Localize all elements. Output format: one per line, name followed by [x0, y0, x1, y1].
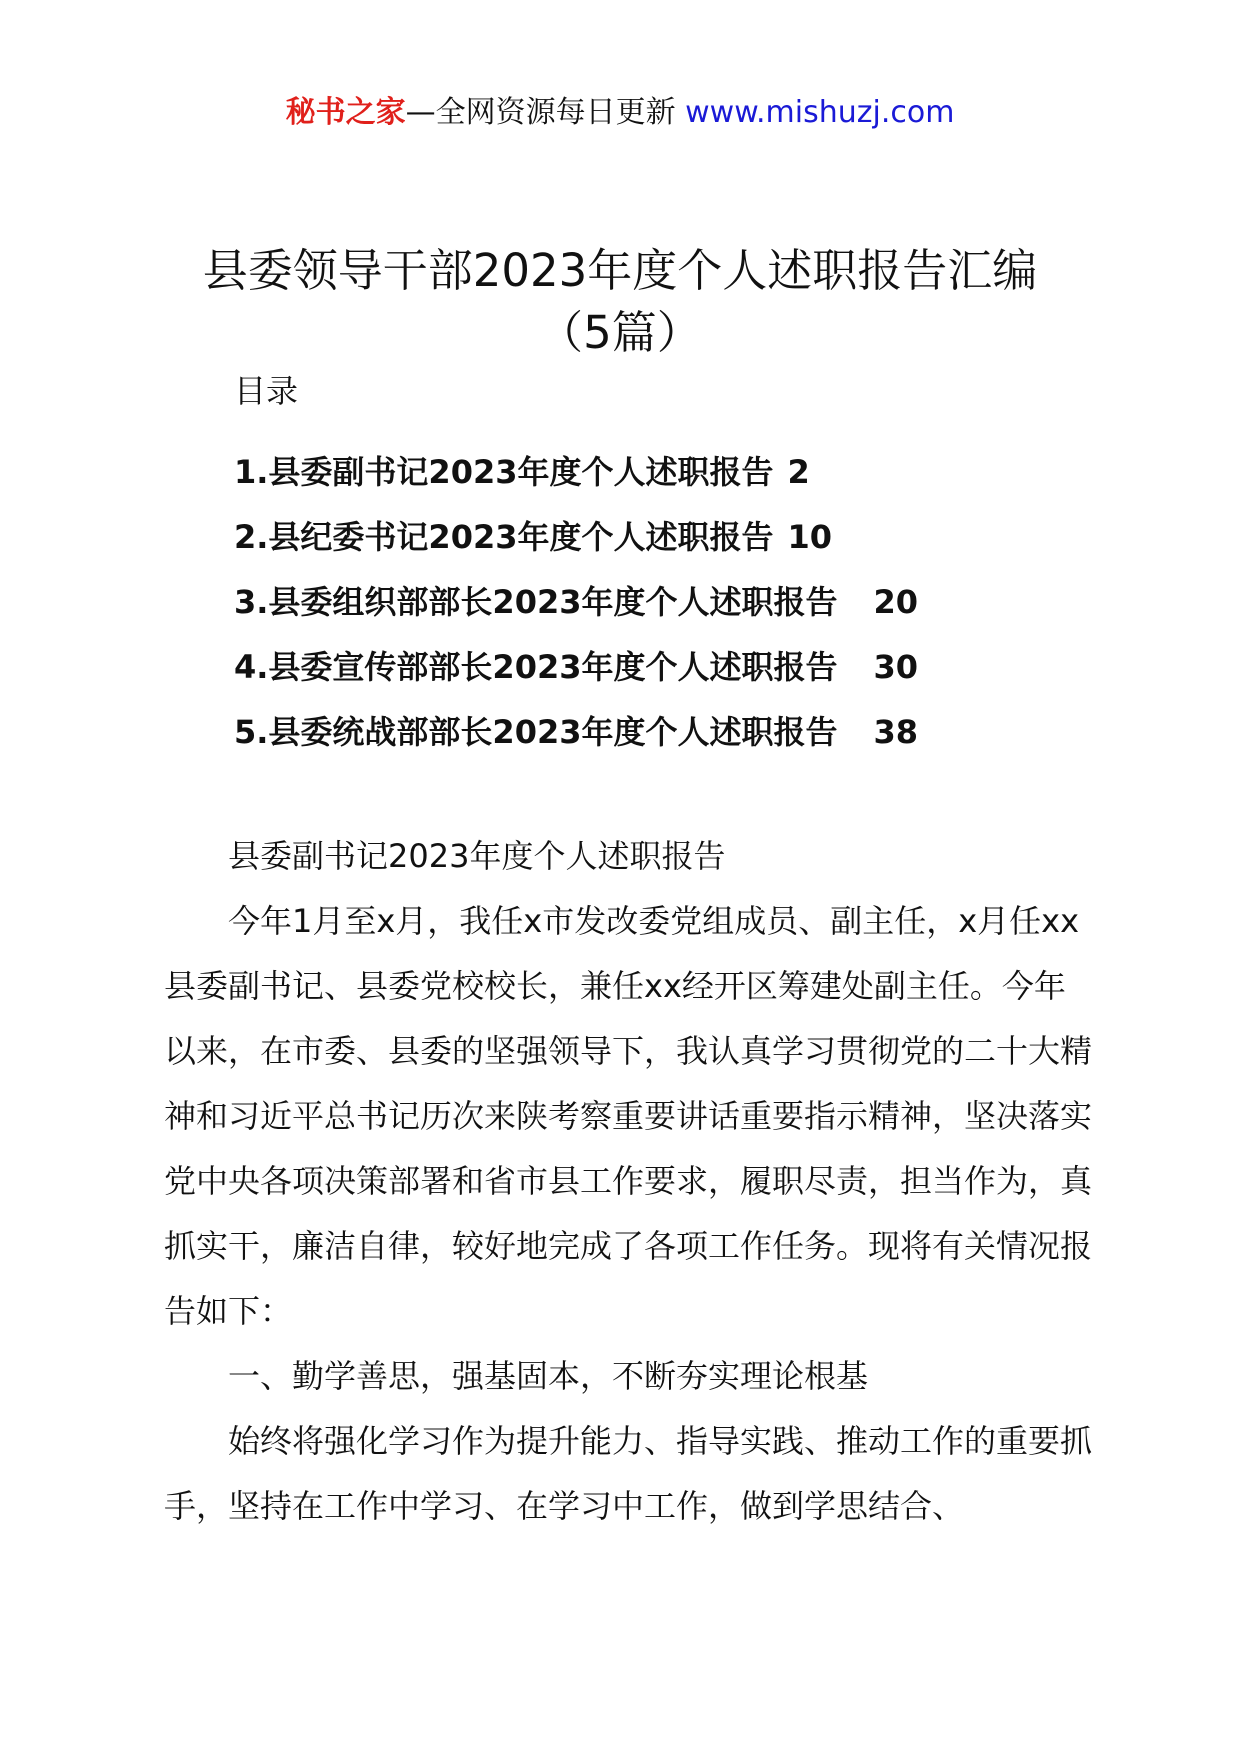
toc-item-label: 5.县委统战部部长2023年度个人述职报告 — [234, 713, 838, 751]
title-line-2: （5篇） — [538, 306, 702, 359]
toc-item-label: 3.县委组织部部长2023年度个人述职报告 — [234, 583, 838, 621]
site-url-link[interactable]: www.mishuzj.com — [685, 95, 955, 130]
toc-item-label: 4.县委宣传部部长2023年度个人述职报告 — [234, 648, 838, 686]
brand-name: 秘书之家 — [285, 95, 406, 130]
toc-item[interactable] — [234, 570, 918, 635]
body-paragraph: 始终将强化学习作为提升能力、指导实践、推动工作的重要抓手，坚持在工作中学习、在学习中工作，做到学思结合、 — [164, 1422, 1093, 1525]
header-slogan: —全网资源每日更新 — [405, 95, 676, 130]
toc-item-label: 2.县纪委书记2023年度个人述职报告 — [234, 518, 774, 556]
toc-item[interactable] — [234, 700, 918, 765]
body-paragraph: 今年1月至x月，我任x市发改委党组成员、副主任，x月任xx县委副书记、县委党校校长，兼任xx经开区筹建处副主任。今年以来，在市委、县委的坚强领导下，我认真学习贯彻党的二十大精神和习近平总书记历次来陕考察重要讲话重要指示精神，坚决落实党中央各项决策部署和省市县工作要求，履职尽责，担当作为，真抓实干，廉洁自律，较好地完成了各项工作任务。现将有关情况报告如下： — [164, 902, 1093, 1330]
toc-item-page: 30 — [873, 648, 919, 686]
section-title: 县委副书记2023年度个人述职报告 — [228, 837, 726, 875]
toc-item[interactable] — [234, 505, 918, 570]
section-heading: 一、勤学善思，强基固本，不断夯实理论根基 — [228, 1357, 869, 1395]
table-of-contents — [234, 440, 918, 765]
document-title — [120, 240, 1120, 364]
document-body — [164, 824, 1092, 1539]
toc-item-page: 20 — [873, 583, 919, 621]
toc-item-page: 2 — [787, 453, 810, 491]
toc-item-label: 1.县委副书记2023年度个人述职报告 — [234, 453, 774, 491]
toc-item-page: 10 — [787, 518, 833, 556]
title-line-1: 县委领导干部2023年度个人述职报告汇编 — [202, 244, 1038, 297]
site-header — [0, 95, 1240, 130]
toc-item[interactable] — [234, 635, 918, 700]
toc-heading: 目录 — [234, 372, 299, 410]
toc-item-page: 38 — [873, 713, 919, 751]
toc-item[interactable] — [234, 440, 918, 505]
